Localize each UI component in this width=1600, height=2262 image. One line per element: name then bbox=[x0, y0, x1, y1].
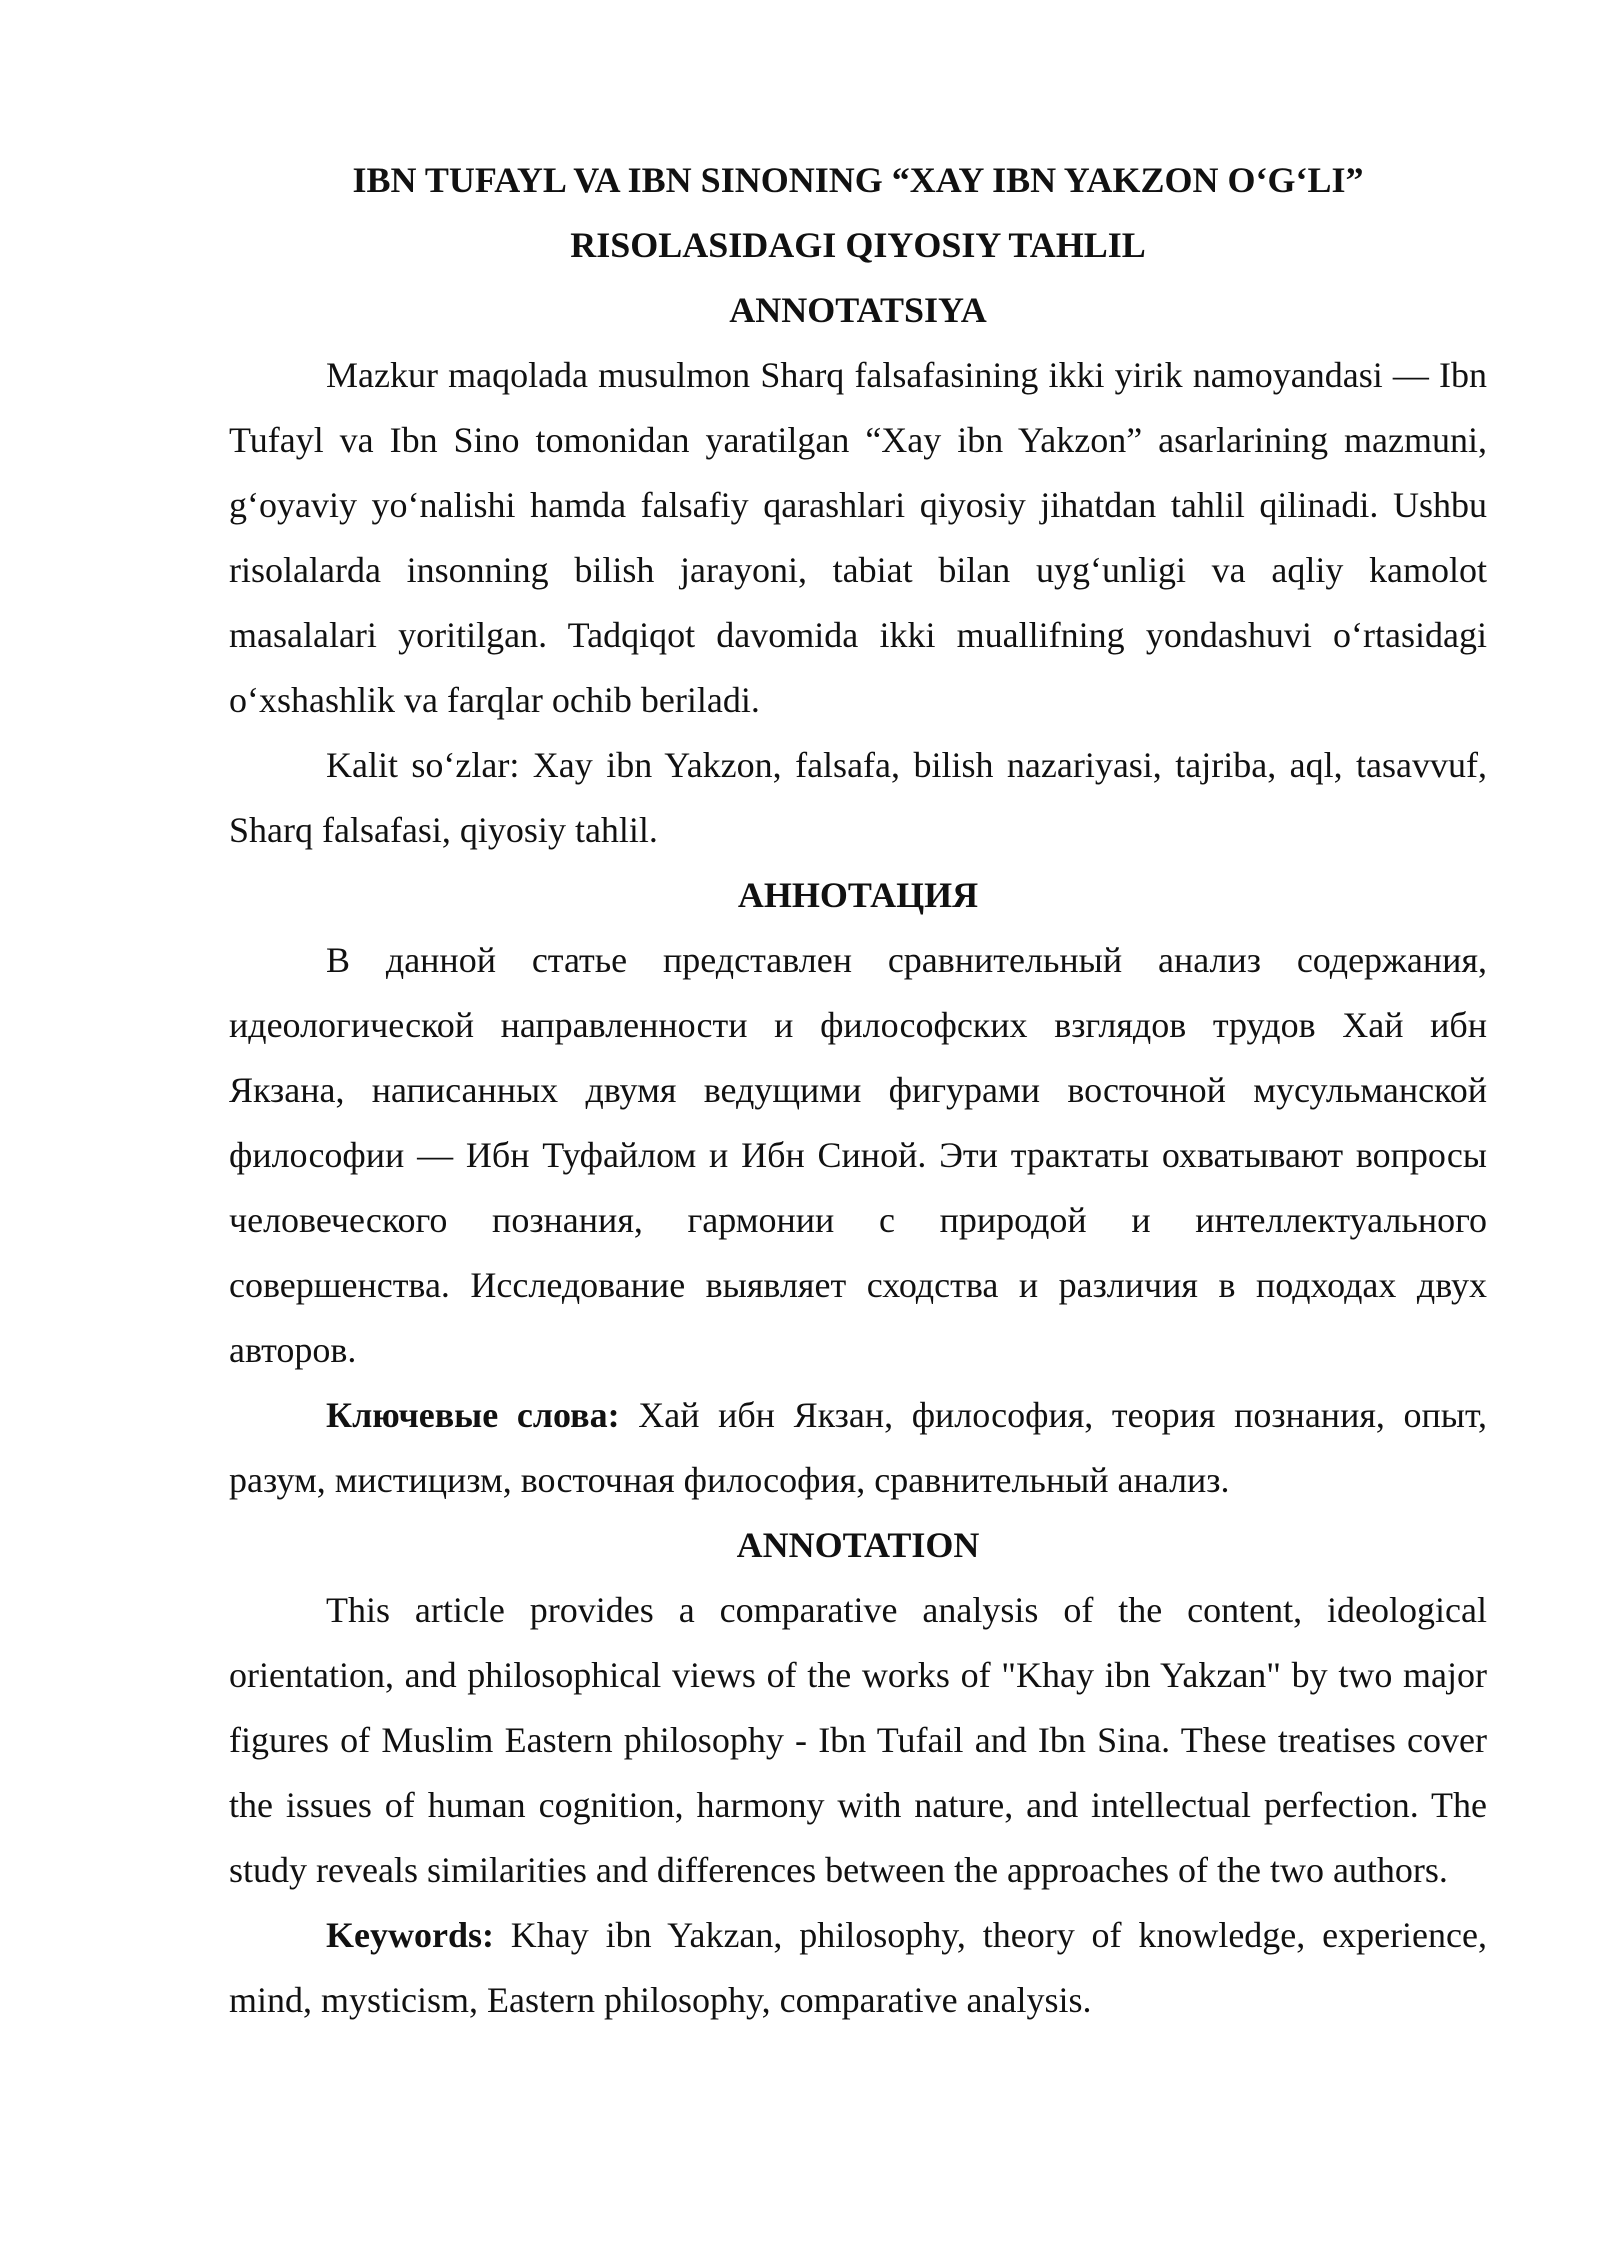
abstract-uz: Mazkur maqolada musulmon Sharq falsafasining ikki yirik namoyandasi — Ibn Tufayl va Ibn Sino tomonidan yaratilgan “Xay ibn Yakzon” asarlarining mazmuni, g‘oyaviy yo‘nalishi hamda falsafiy qarashlari qiyosiy jihatdan tahlil qilinadi. Ushbu risolalarda insonning bilish jarayoni, tabiat bilan uyg‘unligi va aqliy kamolot masalalari yoritilgan. Tadqiqot davomida ikki muallifning yondashuvi o‘rtasidagi o‘xshashlik va farqlar ochib beriladi. bbox=[229, 355, 1487, 720]
keywords-en bbox=[229, 1903, 1487, 2033]
keywords-text-en: Khay ibn Yakzan, philosophy, theory of knowledge, experience, mind, mysticism, Eastern philosophy, comparative analysis. bbox=[229, 1915, 1487, 2020]
document-page bbox=[229, 148, 1487, 2033]
abstract-ru: В данной статье представлен сравнительный анализ содержания, идеологической направленности и философских взглядов трудов Хай ибн Якзана, написанных двумя ведущими фигурами восточной мусульманской философии — Ибн Туфайлом и Ибн Синой. Эти трактаты охватывают вопросы человеческого познания, гармонии с природой и интеллектуального совершенства. Исследование выявляет сходства и различия в подходах двух авторов. bbox=[229, 940, 1487, 1370]
keywords-text-ru: Хай ибн Якзан, философия, теория познания, опыт, разум, мистицизм, восточная философия, сравнительный анализ. bbox=[229, 1395, 1487, 1500]
document-title-line-1: IBN TUFAYL VA IBN SINONING “XAY IBN YAKZON O‘G‘LI” bbox=[352, 160, 1364, 200]
document-title-line-2: RISOLASIDAGI QIYOSIY TAHLIL bbox=[570, 225, 1146, 265]
abstract-en: This article provides a comparative analysis of the content, ideological orientation, and philosophical views of the works of "Khay ibn Yakzan" by two major figures of Muslim Eastern philosophy - Ibn Tufail and Ibn Sina. These treatises cover the issues of human cognition, harmony with nature, and intellectual perfection. The study reveals similarities and differences between the approaches of the two authors. bbox=[229, 1590, 1487, 1890]
section-heading-uz: ANNOTATSIYA bbox=[729, 290, 987, 330]
section-heading-en: ANNOTATION bbox=[736, 1525, 980, 1565]
keywords-label-ru: Ключевые слова: bbox=[326, 1395, 620, 1435]
keywords-uz: Kalit so‘zlar: Xay ibn Yakzon, falsafa, bilish nazariyasi, tajriba, aql, tasavvuf, Sharq falsafasi, qiyosiy tahlil. bbox=[229, 745, 1487, 850]
section-heading-ru: АННОТАЦИЯ bbox=[737, 875, 979, 915]
keywords-ru bbox=[229, 1383, 1487, 1513]
keywords-label-en: Keywords: bbox=[326, 1915, 494, 1955]
